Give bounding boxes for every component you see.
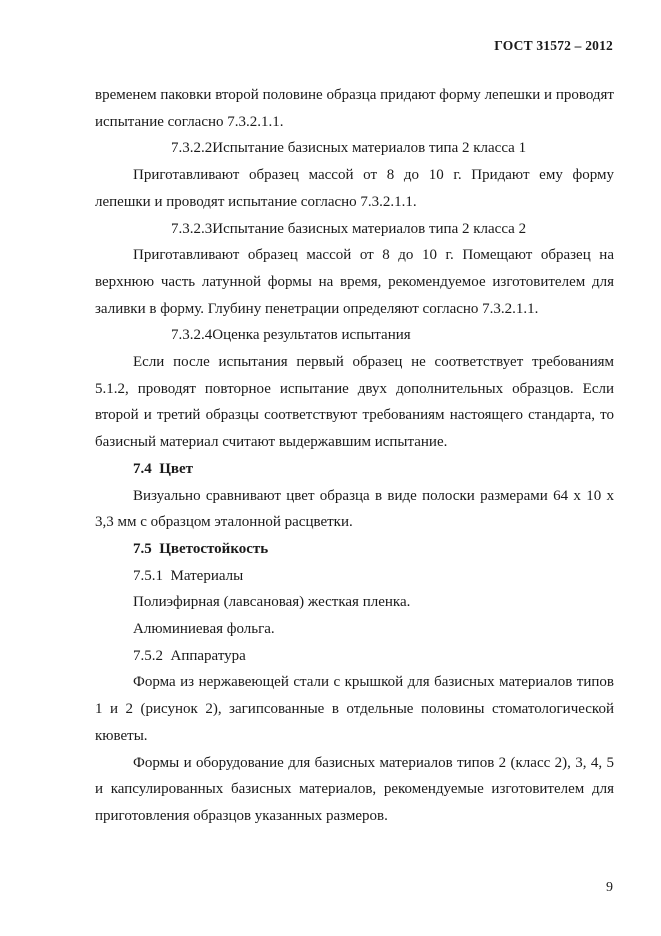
section-heading-7-3-2-3 [95, 216, 614, 243]
paragraph: Визуально сравнивают цвет образца в виде полоски размерами 64 х 10 х 3,3 мм с образцом эталонной расцветки. [95, 487, 614, 531]
section-heading-7-5: 7.5 Цветостойкость [133, 540, 269, 557]
section-heading-7-3-2-4 [95, 322, 614, 349]
paragraph: Полиэфирная (лавсановая) жесткая пленка. [133, 594, 411, 611]
section-heading-7-5-1: 7.5.1 Материалы [133, 567, 244, 584]
section-number: 7.3.2.2 [171, 140, 213, 157]
section-heading-7-5-2: 7.5.2 Аппаратура [133, 647, 246, 664]
section-heading-7-3-2-2 [95, 135, 614, 162]
document-header: ГОСТ 31572 – 2012 [494, 38, 613, 53]
paragraph: Форма из нержавеющей стали с крышкой для базисных материалов типов 1 и 2 (рисунок 2), загипсованные в отдельные половины стоматологической кюветы. [95, 674, 614, 744]
paragraph: Формы и оборудование для базисных материалов типов 2 (класс 2), 3, 4, 5 и капсулированных базисных материалов, рекомендуемые изготовителем для приготовления образцов указанных размеров. [95, 754, 614, 824]
paragraph: временем паковки второй половине образца придают форму лепешки и проводят испытание согласно 7.3.2.1.1. [95, 87, 614, 130]
section-number: 7.3.2.4 [171, 327, 213, 344]
section-title: Оценка результатов испытания [212, 327, 411, 344]
page-number: 9 [606, 880, 613, 895]
paragraph: Если после испытания первый образец не соответствует требованиям 5.1.2, проводят повторное испытание двух дополнительных образцов. Если второй и третий образцы соответствуют требованиям настоящего стандарта, то базисный материал считают выдержавшим испытание. [95, 354, 614, 451]
section-title: Испытание базисных материалов типа 2 класса 1 [212, 140, 527, 157]
document-body [95, 82, 614, 830]
paragraph: Приготавливают образец массой от 8 до 10 г. Помещают образец на верхнюю часть латунной формы на время, рекомендуемое изготовителем для заливки в форму. Глубину пенетрации определяют согласно 7.3.2.1.1. [95, 247, 614, 317]
section-heading-7-4: 7.4 Цвет [133, 460, 194, 477]
section-title: Испытание базисных материалов типа 2 класса 2 [212, 220, 527, 237]
paragraph: Приготавливают образец массой от 8 до 10 г. Придают ему форму лепешки и проводят испытание согласно 7.3.2.1.1. [95, 167, 614, 210]
section-number: 7.3.2.3 [171, 220, 213, 237]
paragraph: Алюминиевая фольга. [133, 621, 275, 638]
